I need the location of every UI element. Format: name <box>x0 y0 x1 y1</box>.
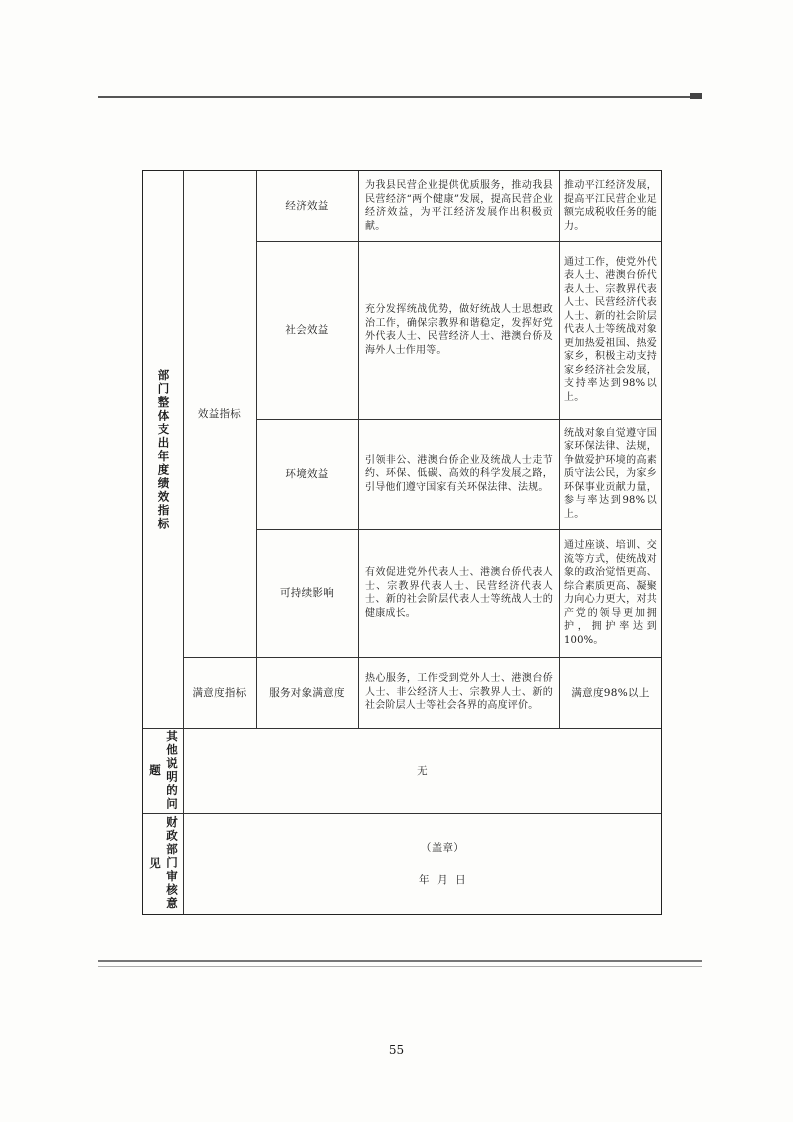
other-notes-value: 无 <box>417 764 428 777</box>
row-name-sustainable: 可持续影响 <box>280 587 334 599</box>
page-number: 55 <box>388 1043 405 1057</box>
other-notes-label: 其他说明的问题 <box>148 730 179 811</box>
footer-rule <box>98 960 702 962</box>
row-content-environment: 引领非公、港澳台侨企业及统战人士走节约、环保、低碳、高效的科学发展之路，引导他们遵守国家有关环保法律、法规。 <box>365 454 553 493</box>
date-text: 年 月 日 <box>419 873 466 886</box>
row-content-economic: 为我县民营企业提供优质服务，推动我县民营经济“两个健康”发展，提高民营企业经济效益，为平江经济发展作出积极贡献。 <box>365 180 553 232</box>
header-rule <box>98 96 702 98</box>
seal-text: （盖章） <box>420 841 465 854</box>
department-indicator-label: 部门整体支出年度绩效指标 <box>156 368 171 531</box>
row-result-economic: 推动平江经济发展，提高平江民营企业足额完成税收任务的能力。 <box>564 180 657 232</box>
row-name-social: 社会效益 <box>285 324 329 336</box>
satisfaction-indicator-label: 满意度指标 <box>192 686 247 699</box>
row-name-satisfaction: 服务对象满意度 <box>269 686 345 699</box>
row-result-satisfaction: 满意度98%以上 <box>571 686 650 699</box>
row-name-economic: 经济效益 <box>285 200 329 212</box>
performance-table <box>142 170 662 915</box>
row-content-sustainable: 有效促进党外代表人士、港澳台侨代表人士、宗教界代表人士、民营经济代表人士、新的社会阶层代表人士等统战人士的健康成长。 <box>365 567 553 619</box>
row-result-environment: 统战对象自觉遵守国家环保法律、法规，争做爱护环境的高素质守法公民，为家乡环保事业贡献力量，参与率达到98%以上。 <box>564 427 657 520</box>
finance-review-area <box>184 813 661 914</box>
row-content-satisfaction: 热心服务，工作受到党外人士、港澳台侨人士、非公经济人士、宗教界人士、新的社会阶层人士等社会各界的高度评价。 <box>365 673 553 712</box>
finance-review-label: 财政部门审核意见 <box>148 816 179 911</box>
row-content-social: 充分发挥统战优势，做好统战人士思想政治工作，确保宗教界和谐稳定，发挥好党外代表人士、民营经济人士、港澳台侨及海外人士作用等。 <box>365 304 553 356</box>
footer-rule-secondary <box>98 966 702 967</box>
row-result-sustainable: 通过座谈、培训、交流等方式，使统战对象的政治觉悟更高、综合素质更高、凝聚力向心力更大，对共产党的领导更加拥护，拥护率达到100%。 <box>564 540 657 646</box>
header-rule-mark <box>690 93 702 99</box>
row-result-social: 通过工作，使党外代表人士、港澳台侨代表人士、宗教界代表人士、民营经济代表人士、新的社会阶层代表人士等统战对象更加热爱祖国、热爱家乡，积极主动支持家乡经济社会发展，支持率达到98%以上。 <box>564 256 657 403</box>
row-name-environment: 环境效益 <box>285 468 329 480</box>
benefit-indicator-label: 效益指标 <box>197 408 242 420</box>
